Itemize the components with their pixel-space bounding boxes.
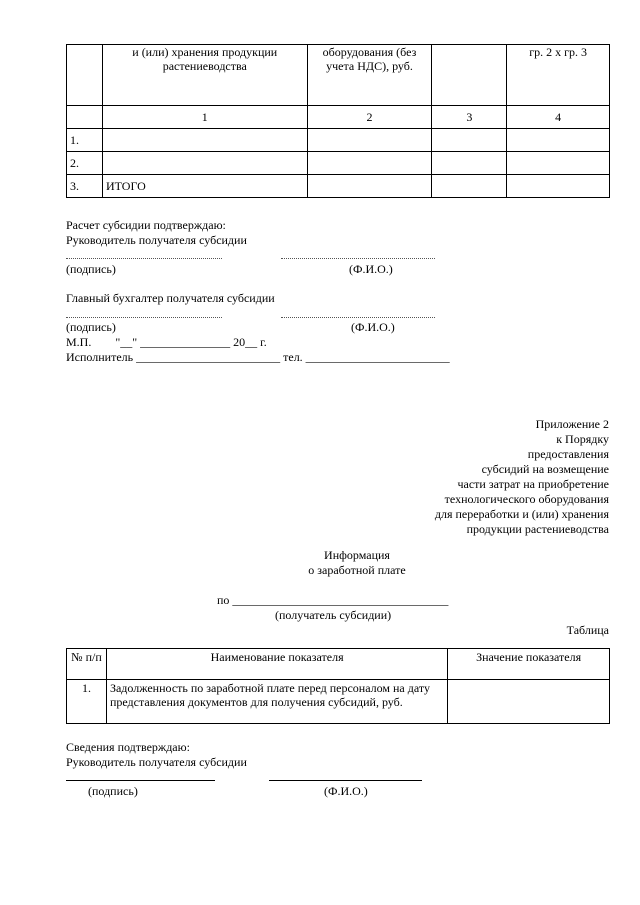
info-title: Информация: [324, 548, 390, 562]
confirm2-fio-label: (Ф.И.О.): [324, 784, 368, 798]
table-row: [67, 129, 610, 152]
row-name: [102, 152, 307, 175]
appendix-line: Приложение 2: [535, 417, 609, 431]
confirm-title: Расчет субсидии подтверждаю:: [66, 218, 226, 232]
confirm2-fio-line[interactable]: [269, 780, 422, 781]
row-number: 2.: [67, 152, 103, 175]
salary-table-header: [67, 649, 610, 680]
row-cell: [432, 152, 507, 175]
appendix-line: части затрат на приобретение: [457, 477, 609, 491]
table-row: [67, 152, 610, 175]
confirm2-title: Сведения подтверждаю:: [66, 740, 190, 754]
row-number: 1.: [67, 680, 107, 724]
row-number: 1.: [67, 129, 103, 152]
number-cell-1: 1: [102, 106, 307, 129]
table-row: [67, 175, 610, 198]
header-cell-2: оборудования (без учета НДС), руб.: [307, 45, 432, 106]
appendix-header: [435, 417, 609, 537]
accountant-signature-line[interactable]: [66, 317, 222, 318]
confirm2-head-title: Руководитель получателя субсидии: [66, 755, 247, 769]
table-label: Таблица: [566, 623, 609, 637]
row-cell: [307, 152, 432, 175]
number-cell-2: 2: [307, 106, 432, 129]
row-cell: [507, 152, 610, 175]
calculation-table: [66, 44, 610, 198]
row-cell: [432, 175, 507, 198]
appendix-line: технологического оборудования: [444, 492, 609, 506]
accountant-fio-line[interactable]: [281, 317, 435, 318]
calculation-table-header-row: [67, 45, 610, 106]
appendix-line: субсидий на возмещение: [481, 462, 609, 476]
appendix-line: предоставления: [527, 447, 609, 461]
salary-table: [66, 648, 610, 724]
col-header-value: Значение показателя: [448, 649, 610, 680]
header-cell-3: [432, 45, 507, 106]
row-cell: [307, 129, 432, 152]
header-cell-1: и (или) хранения продукции растениеводства: [102, 45, 307, 106]
number-cell-3: 3: [432, 106, 507, 129]
signature-line[interactable]: [66, 258, 222, 259]
col-header-name: Наименование показателя: [106, 649, 447, 680]
info-subtitle: о заработной плате: [308, 563, 406, 577]
col-header-number: № п/п: [67, 649, 107, 680]
table-row: [67, 680, 610, 724]
appendix-line: продукции растениеводства: [466, 522, 609, 536]
row-value[interactable]: [448, 680, 610, 724]
row-name: Задолженность по заработной плате перед персоналом на дату представления документов для получения субсидий, руб.: [106, 680, 447, 724]
recipient-line[interactable]: по ____________________________________: [217, 593, 449, 607]
row-cell: [432, 129, 507, 152]
header-cell-0: [67, 45, 103, 106]
executor-line: Исполнитель ________________________ тел. ________________________: [66, 350, 450, 364]
row-name: [102, 129, 307, 152]
confirm2-signature-line[interactable]: [66, 780, 215, 781]
accountant-fio-label: (Ф.И.О.): [351, 320, 395, 334]
row-cell: [507, 129, 610, 152]
fio-line[interactable]: [281, 258, 435, 259]
appendix-line: к Порядку: [556, 432, 609, 446]
row-number: 3.: [67, 175, 103, 198]
number-cell-4: 4: [507, 106, 610, 129]
calculation-table-number-row: [67, 106, 610, 129]
signature-label: (подпись): [66, 262, 116, 276]
row-cell: [507, 175, 610, 198]
accountant-signature-label: (подпись): [66, 320, 116, 334]
accountant-title: Главный бухгалтер получателя субсидии: [66, 291, 275, 305]
appendix-line: для переработки и (или) хранения: [434, 507, 609, 521]
fio-label: (Ф.И.О.): [349, 262, 393, 276]
header-cell-4: гр. 2 х гр. 3: [507, 45, 610, 106]
stamp-date-line: М.П. "__" _______________ 20__ г.: [66, 335, 267, 349]
row-name: ИТОГО: [102, 175, 307, 198]
row-cell: [307, 175, 432, 198]
head-title: Руководитель получателя субсидии: [66, 233, 247, 247]
number-cell-0: [67, 106, 103, 129]
confirm2-signature-label: (подпись): [88, 784, 138, 798]
recipient-label: (получатель субсидии): [275, 608, 392, 622]
